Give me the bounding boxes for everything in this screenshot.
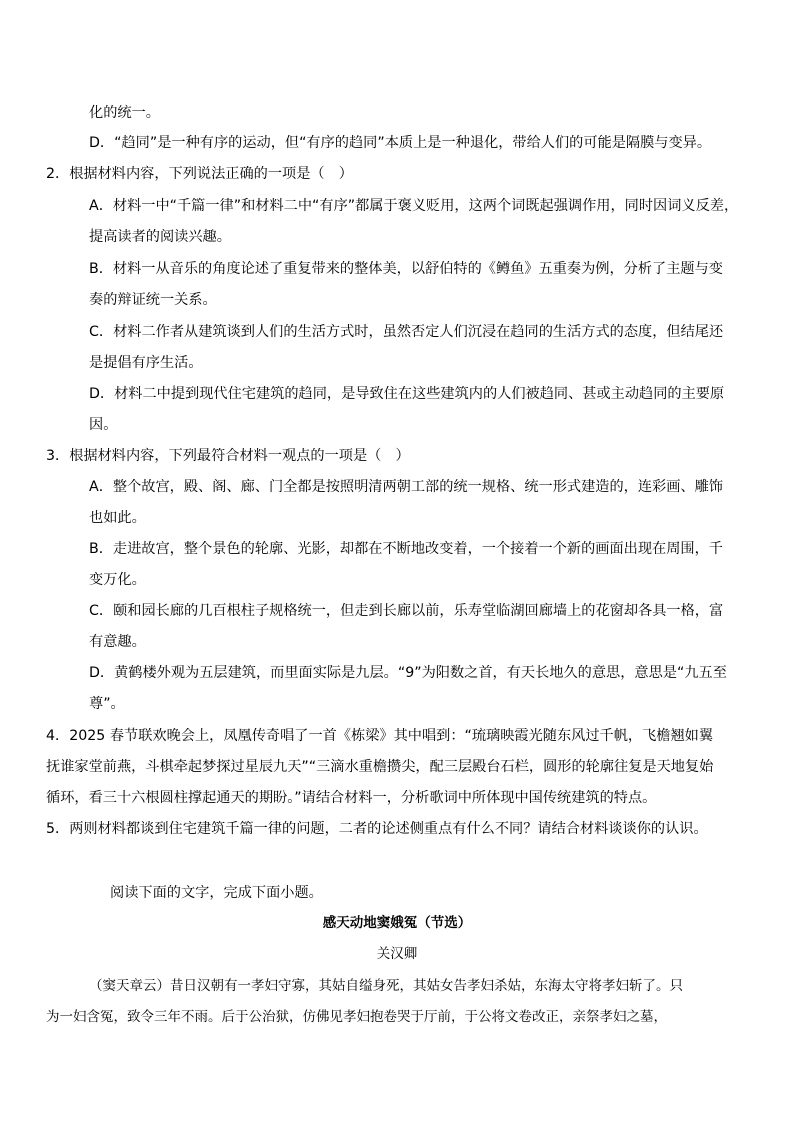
question-4-cont-2: 循环，看三十六根圆柱撑起通天的期盼。”请结合材料一，分析歌词中所体现中国传统建筑的特点。 <box>46 790 657 806</box>
q2-option-d-cont: 因。 <box>89 417 118 433</box>
text-line-option-d: D．“趋同”是一种有序的运动，但“有序的趋同”本质上是一种退化，带给人们的可能是隔膜与变异。 <box>89 135 712 151</box>
reading-instruction: 阅读下面的文字，完成下面小题。 <box>110 885 323 901</box>
passage-paragraph-line-2: 为一妇含冤，致令三年不雨。后于公治狱，仿佛见孝妇抱卷哭于厅前，于公将文卷改正，亲祭孝妇之墓， <box>46 1009 667 1025</box>
q2-option-d: D．材料二中提到现代住宅建筑的趋同，是导致住在这些建筑内的人们被趋同、甚或主动趋同的主要原 <box>89 386 725 402</box>
q3-option-a-cont: 也如此。 <box>89 510 146 526</box>
q3-option-d: D．黄鹤楼外观为五层建筑，而里面实际是九层。“9”为阳数之首，有天长地久的意思，意思是“九五至 <box>89 665 727 681</box>
passage-author: 关汉卿 <box>376 946 418 962</box>
q3-option-b-cont: 变万化。 <box>89 572 146 588</box>
q3-option-c-cont: 有意趣。 <box>89 634 146 650</box>
question-3: 3．根据材料内容，下列最符合材料一观点的一项是（ ） <box>46 448 410 464</box>
passage-title: 感天动地窦娥冤（节选） <box>322 915 472 931</box>
q2-option-c-cont: 是提倡有序生活。 <box>89 355 203 371</box>
q2-option-c: C．材料二作者从建筑谈到人们的生活方式时，虽然否定人们沉浸在趋同的生活方式的态度，但结尾还 <box>89 324 724 340</box>
q2-option-a: A．材料一中“千篇一律”和材料二中“有序”都属于褒义贬用，这两个词既起强调作用，同时因词义反差， <box>89 198 739 214</box>
q2-option-b: B．材料一从音乐的角度论述了重复带来的整体美，以舒伯特的《鳟鱼》五重奏为例，分析了主题与变 <box>89 261 723 277</box>
question-4: 4．2025 春节联欢晚会上，凤凰传奇唱了一首《栋梁》其中唱到：“琉璃映霞光随东风过千帆，飞檐翘如翼 <box>46 728 714 744</box>
passage-paragraph-line-1: （窦天章云）昔日汉朝有一孝妇守寡，其姑自缢身死，其姑女告孝妇杀姑，东海太守将孝妇斩了。只 <box>89 978 683 994</box>
text-line-option-c-continuation: 化的统一。 <box>89 105 160 121</box>
q3-option-b: B．走进故宫，整个景色的轮廓、光影，却都在不断地改变着，一个接着一个新的画面出现在周围，千 <box>89 541 723 557</box>
q3-option-c: C．颐和园长廊的几百根柱子规格统一，但走到长廊以前，乐寿堂临湖回廊墙上的花窗却各具一格，富 <box>89 603 724 619</box>
question-4-cont-1: 抚谁家堂前燕，斗棋牵起梦探过星辰九天”“三滴水重檐攒尖，配三层殿台石栏，圆形的轮廓往复是天地复始 <box>46 759 714 775</box>
q3-option-d-cont: 尊”。 <box>89 696 125 712</box>
question-5: 5．两则材料都谈到住宅建筑千篇一律的问题，二者的论述侧重点有什么不同？请结合材料谈谈你的认识。 <box>46 821 708 837</box>
q3-option-a: A．整个故宫，殿、阁、廊、门全都是按照明清两朝工部的统一规格、统一形式建造的，连彩画、雕饰 <box>89 479 723 495</box>
q2-option-b-cont: 奏的辩证统一关系。 <box>89 292 217 308</box>
question-2: 2．根据材料内容，下列说法正确的一项是（ ） <box>46 166 353 182</box>
q2-option-a-cont: 提高读者的阅读兴趣。 <box>89 229 231 245</box>
